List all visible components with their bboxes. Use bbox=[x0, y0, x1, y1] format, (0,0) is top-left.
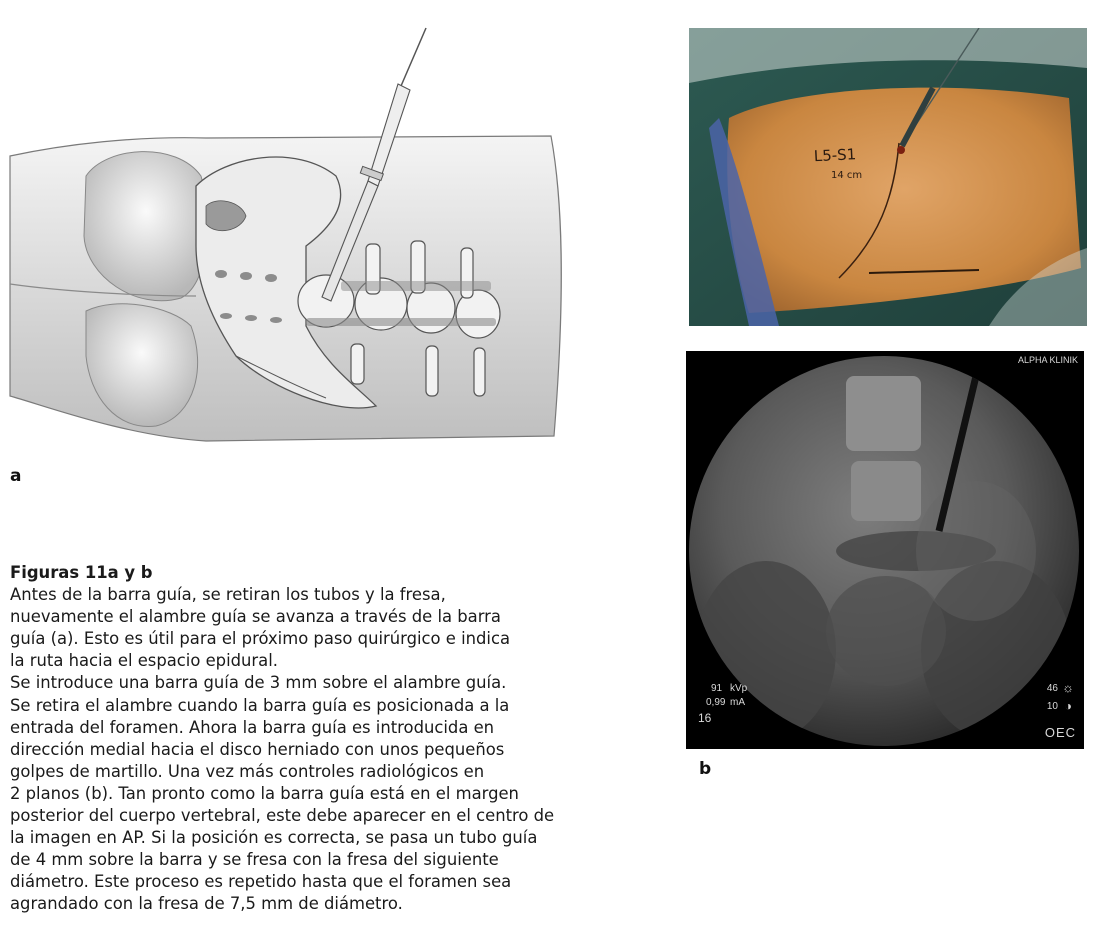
caption-line: entrada del foramen. Ahora la barra guía es introducida en bbox=[10, 717, 495, 737]
xray-kvp-unit: kVp bbox=[730, 683, 748, 694]
caption-line: 2 planos (b). Tan pronto como la barra guía está en el margen bbox=[10, 783, 519, 803]
caption-title: Figuras 11a y b bbox=[10, 563, 153, 582]
caption-line: guía (a). Esto es útil para el próximo paso quirúrgico e indica bbox=[10, 629, 511, 649]
caption-line: de 4 mm sobre la barra y se fresa con la fresa del siguiente bbox=[10, 850, 499, 870]
xray-kvp-value: 91 bbox=[711, 683, 723, 694]
caption-line: dirección medial hacia el disco herniado con unos pequeños bbox=[10, 739, 505, 759]
caption-line: nuevamente el alambre guía se avanza a través de la barra bbox=[10, 607, 501, 627]
photo-skin-marking: L5-S1 bbox=[813, 145, 857, 166]
caption-line: la imagen en AP. Si la posición es correcta, se pasa un tubo guía bbox=[10, 828, 538, 848]
caption-line: Antes de la barra guía, se retiran los tubos y la fresa, bbox=[10, 585, 446, 605]
xray-ma-unit: mA bbox=[730, 697, 745, 708]
caption-line: golpes de martillo. Una vez más controles radiológicos en bbox=[10, 761, 485, 781]
xray-frame-number: 16 bbox=[698, 711, 712, 725]
xray-clinic-label: ALPHA KLINIK bbox=[1017, 355, 1078, 365]
brightness-icon: ☼ bbox=[1062, 680, 1074, 695]
xray-ma-value: 0,99 bbox=[706, 697, 726, 708]
xray-contrast-value: 10 bbox=[1046, 701, 1058, 712]
xray-brightness-value: 46 bbox=[1046, 683, 1058, 694]
caption-line: Se retira el alambre cuando la barra guía es posicionada a la bbox=[10, 695, 510, 715]
caption-line: la ruta hacia el espacio epidural. bbox=[10, 651, 278, 671]
caption-line: agrandado con la fresa de 7,5 mm de diámetro. bbox=[10, 894, 403, 914]
figure-a-label: a bbox=[10, 466, 22, 486]
xray-brand-logo: OEC bbox=[1044, 725, 1076, 740]
caption-line: Se introduce una barra guía de 3 mm sobre el alambre guía. bbox=[10, 673, 507, 693]
figure-a-illustration bbox=[6, 26, 570, 446]
figure-b-label: b bbox=[699, 759, 712, 779]
figure-b-fluoroscopy bbox=[686, 351, 1084, 749]
caption-line: diámetro. Este proceso es repetido hasta que el foramen sea bbox=[10, 872, 512, 892]
caption-line: posterior del cuerpo vertebral, este debe aparecer en el centro de bbox=[10, 806, 555, 826]
figure-caption bbox=[10, 562, 590, 916]
contrast-icon: ◑ bbox=[1064, 699, 1072, 713]
figure-b-photo bbox=[689, 28, 1087, 326]
photo-skin-marking-sub: 14 cm bbox=[831, 170, 863, 181]
